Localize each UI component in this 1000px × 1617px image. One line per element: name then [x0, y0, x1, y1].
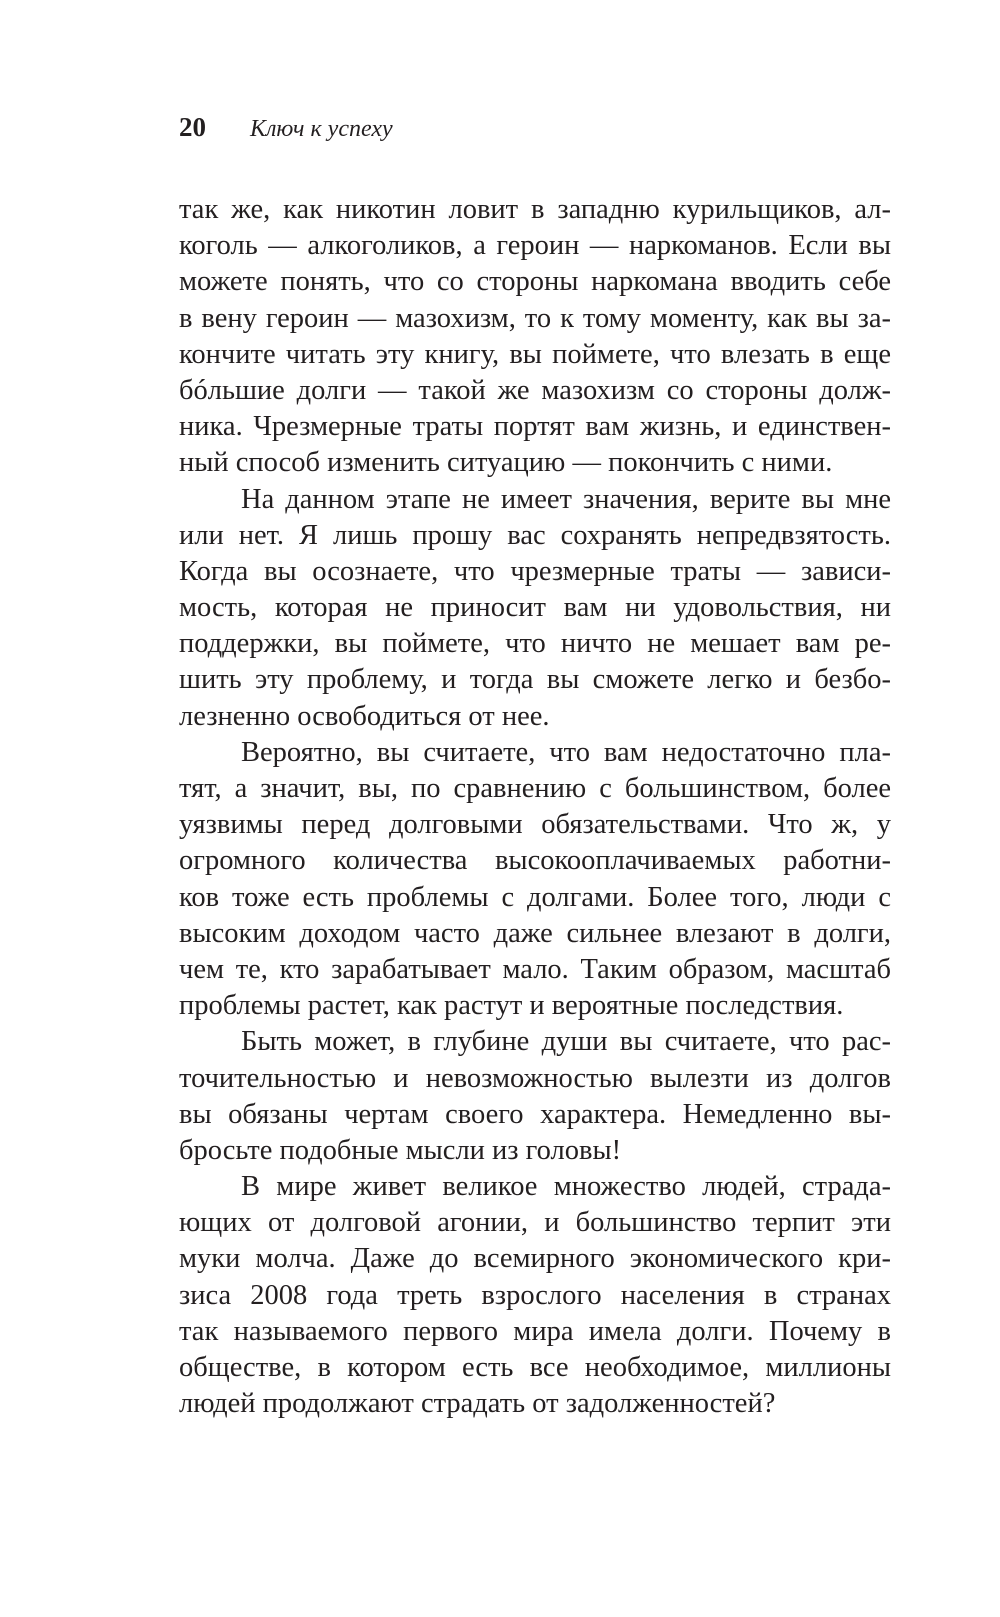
text-line: высоким доходом часто даже сильнее влезают в долги, — [179, 917, 891, 949]
text-line: проблемы растет, как растут и вероятные последствия. — [179, 990, 844, 1022]
text-line: кончите читать эту книгу, вы поймете, что влезать в еще — [179, 338, 891, 370]
page-number: 20 — [179, 112, 206, 142]
text-line: огромного количества высокооплачиваемых работни- — [179, 845, 891, 877]
text-line: Вероятно, вы считаете, что вам недостаточно пла- — [241, 736, 891, 768]
text-line: или нет. Я лишь прошу вас сохранять непредвзятость. — [179, 519, 891, 551]
text-line: можете понять, что со стороны наркомана вводить себе — [179, 266, 891, 298]
text-line: ющих от долговой агонии, и большинство терпит эти — [179, 1207, 891, 1239]
text-line: Когда вы осознаете, что чрезмерные траты — зависи- — [179, 555, 891, 587]
text-line: мость, которая не приносит вам ни удовольствия, ни — [179, 592, 891, 624]
text-line: бросьте подобные мысли из головы! — [179, 1134, 622, 1166]
text-line: ков тоже есть проблемы с долгами. Более того, люди с — [179, 881, 891, 913]
running-title: Ключ к успеху — [250, 116, 393, 142]
text-line: зиса 2008 года треть взрослого населения в странах — [179, 1279, 891, 1311]
text-line: так же, как никотин ловит в западню курильщиков, ал- — [179, 194, 891, 225]
text-line: шить эту проблему, и тогда вы сможете легко и безбо- — [179, 664, 891, 696]
text-line: бóльшие долги — такой же мазохизм со стороны долж- — [179, 374, 891, 406]
text-line: чем те, кто зарабатывает мало. Таким образом, масштаб — [179, 953, 891, 985]
body-text — [179, 192, 891, 1422]
text-line: ника. Чрезмерные траты портят вам жизнь, и единствен- — [179, 411, 891, 443]
text-line: тят, а значит, вы, по сравнению с большинством, более — [179, 773, 891, 804]
text-line: уязвимы перед долговыми обязательствами. Что ж, у — [179, 809, 891, 841]
text-line: В мире живет великое множество людей, страда- — [241, 1171, 891, 1203]
text-line: людей продолжают страдать от задолженностей? — [179, 1388, 776, 1420]
paragraph-3 — [179, 735, 891, 1025]
running-head — [179, 112, 393, 143]
paragraph-5 — [179, 1169, 891, 1422]
text-line: поддержки, вы поймете, что ничто не мешает вам ре- — [179, 628, 891, 660]
paragraph-1 — [179, 192, 891, 482]
text-line: так называемого первого мира имела долги. Почему в — [179, 1315, 891, 1347]
text-line: лезненно освободиться от нее. — [179, 700, 550, 732]
text-line: коголь — алкоголиков, а героин — наркоманов. Если вы — [179, 230, 891, 262]
text-line: На данном этапе не имеет значения, верите вы мне — [241, 483, 891, 515]
text-line: в вену героин — мазохизм, то к тому моменту, как вы за- — [179, 302, 891, 334]
text-line: ный способ изменить ситуацию — покончить с ними. — [179, 447, 833, 479]
paragraph-2 — [179, 482, 891, 735]
text-line: муки молча. Даже до всемирного экономического кри- — [179, 1243, 891, 1275]
paragraph-4 — [179, 1024, 891, 1169]
text-line: Быть может, в глубине души вы считаете, что рас- — [241, 1026, 891, 1058]
text-line: вы обязаны чертам своего характера. Немедленно вы- — [179, 1098, 891, 1130]
text-line: точительностью и невозможностью вылезти из долгов — [179, 1062, 891, 1094]
text-line: обществе, в котором есть все необходимое, миллионы — [179, 1352, 891, 1383]
